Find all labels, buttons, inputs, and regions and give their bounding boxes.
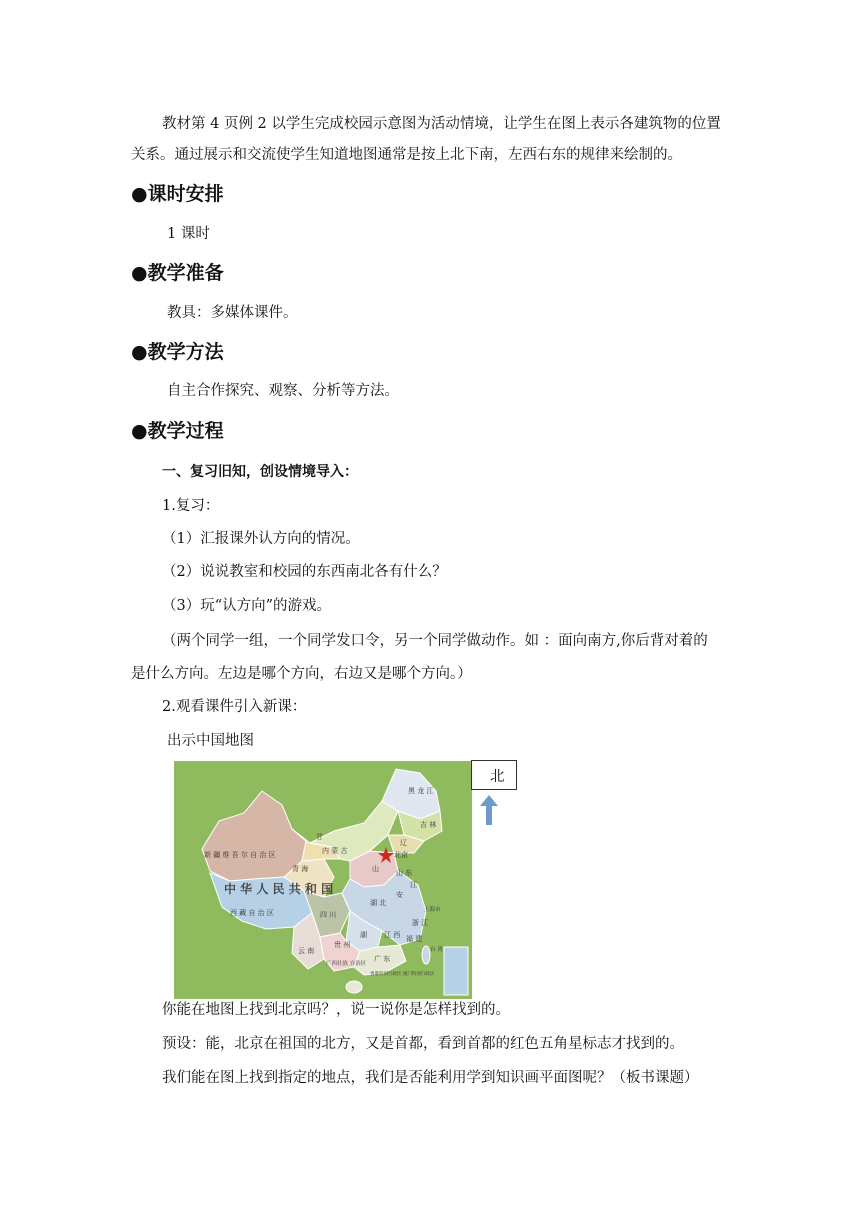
map-label-hubei: 湖 北 (370, 899, 387, 907)
south-sea-inset (444, 947, 468, 995)
map-label-anhui: 安 (396, 891, 403, 899)
review-item-3: （3）玩“认方向”的游戏。 (162, 598, 332, 614)
section-heading-method: ●教学方法 (131, 341, 224, 363)
part1-title: 一、复习旧知，创设情境导入： (162, 464, 358, 480)
map-label-shanxi: 山 (372, 865, 379, 873)
map-label-fujian: 福 建 (406, 935, 423, 943)
north-arrow-shape (480, 795, 498, 825)
method-body: 自主合作探究、观察、分析等方法。 (167, 383, 399, 399)
preset-answer: 预设：能，北京在祖国的北方，又是首都，看到首都的红色五角星标志才找到的。 (162, 1036, 684, 1052)
section-heading-process: ●教学过程 (131, 420, 224, 442)
courseware-label: 2.观看课件引入新课： (162, 699, 307, 715)
map-label-heilongjiang: 黑 龙 江 (408, 787, 434, 795)
section-heading-prep: ●教学准备 (131, 262, 224, 284)
intro-line-2: 关系。通过展示和交流使学生知道地图通常是按上北下南，左西右东的规律来绘制的。 (131, 147, 682, 163)
map-label-beijing: 北京 (394, 851, 408, 859)
question-beijing: 你能在地图上找到北京吗？，说一说你是怎样找到的。 (162, 1002, 510, 1018)
map-label-jiangxi: 江 西 (384, 931, 401, 939)
region-hainan (346, 981, 362, 993)
prep-body: 教具：多媒体课件。 (167, 305, 298, 321)
north-arrow-icon (480, 795, 498, 825)
map-label-shanghai: 上海市 (424, 907, 441, 913)
section-heading-schedule: ●课时安排 (131, 183, 224, 205)
map-label-jilin: 吉 林 (420, 821, 437, 829)
map-label-jiangsu: 江 (410, 881, 417, 889)
review-item-1: （1）汇报课外认方向的情况。 (162, 531, 360, 547)
map-label-qinghai: 青 海 (292, 865, 309, 873)
map-label-hunan: 湖 (360, 931, 367, 939)
map-label-taiwan: 台 湾 (430, 947, 443, 953)
map-label-guangdong: 广 东 (374, 955, 391, 963)
map-label-liaoning: 辽 (400, 839, 407, 847)
map-label-xizang: 西 藏 自 治 区 (230, 909, 274, 917)
north-indicator-box (471, 760, 517, 790)
map-label-zhejiang: 浙 江 (412, 919, 429, 927)
review-item-2: （2）说说教室和校园的东西南北各有什么？ (162, 564, 447, 580)
map-label-hk: 香港特别行政区 澳门特别行政区 (370, 972, 435, 977)
intro-line-1: 教材第 4 页例 2 以学生完成校园示意图为活动情境，让学生在图上表示各建筑物的位置 (162, 116, 721, 132)
north-label: 北 (490, 769, 505, 785)
map-label-neimenggu: 内 蒙 古 (322, 847, 348, 855)
game-line-1: （两个同学一组，一个同学发口令，另一个同学做动作。如 ：面向南方,你后背对着的 (162, 633, 708, 649)
map-label-yunnan: 云 南 (298, 947, 315, 955)
map-label-gansu: 甘 (316, 833, 323, 841)
map-label-sichuan: 四 川 (320, 911, 337, 919)
china-map-svg (174, 761, 472, 999)
map-label-zhonghua: 中 华 人 民 共 和 国 (224, 882, 334, 896)
show-map-text: 出示中国地图 (167, 733, 254, 749)
map-label-xinjiang: 新 疆 维 吾 尔 自 治 区 (204, 851, 276, 859)
schedule-body: 1 课时 (167, 226, 210, 242)
review-label: 1.复习： (162, 498, 220, 514)
map-label-shandong: 山 东 (396, 869, 413, 877)
region-taiwan (422, 946, 430, 964)
china-map (174, 761, 472, 999)
transition-text: 我们能在图上找到指定的地点，我们是否能利用学到知识画平面图呢？（板书课题） (162, 1070, 699, 1086)
game-line-2: 是什么方向。左边是哪个方向，右边又是哪个方向。） (131, 666, 472, 682)
map-label-guizhou: 贵 州 (334, 941, 351, 949)
map-label-guangxi: 广西壮族 自治区 (326, 961, 367, 967)
